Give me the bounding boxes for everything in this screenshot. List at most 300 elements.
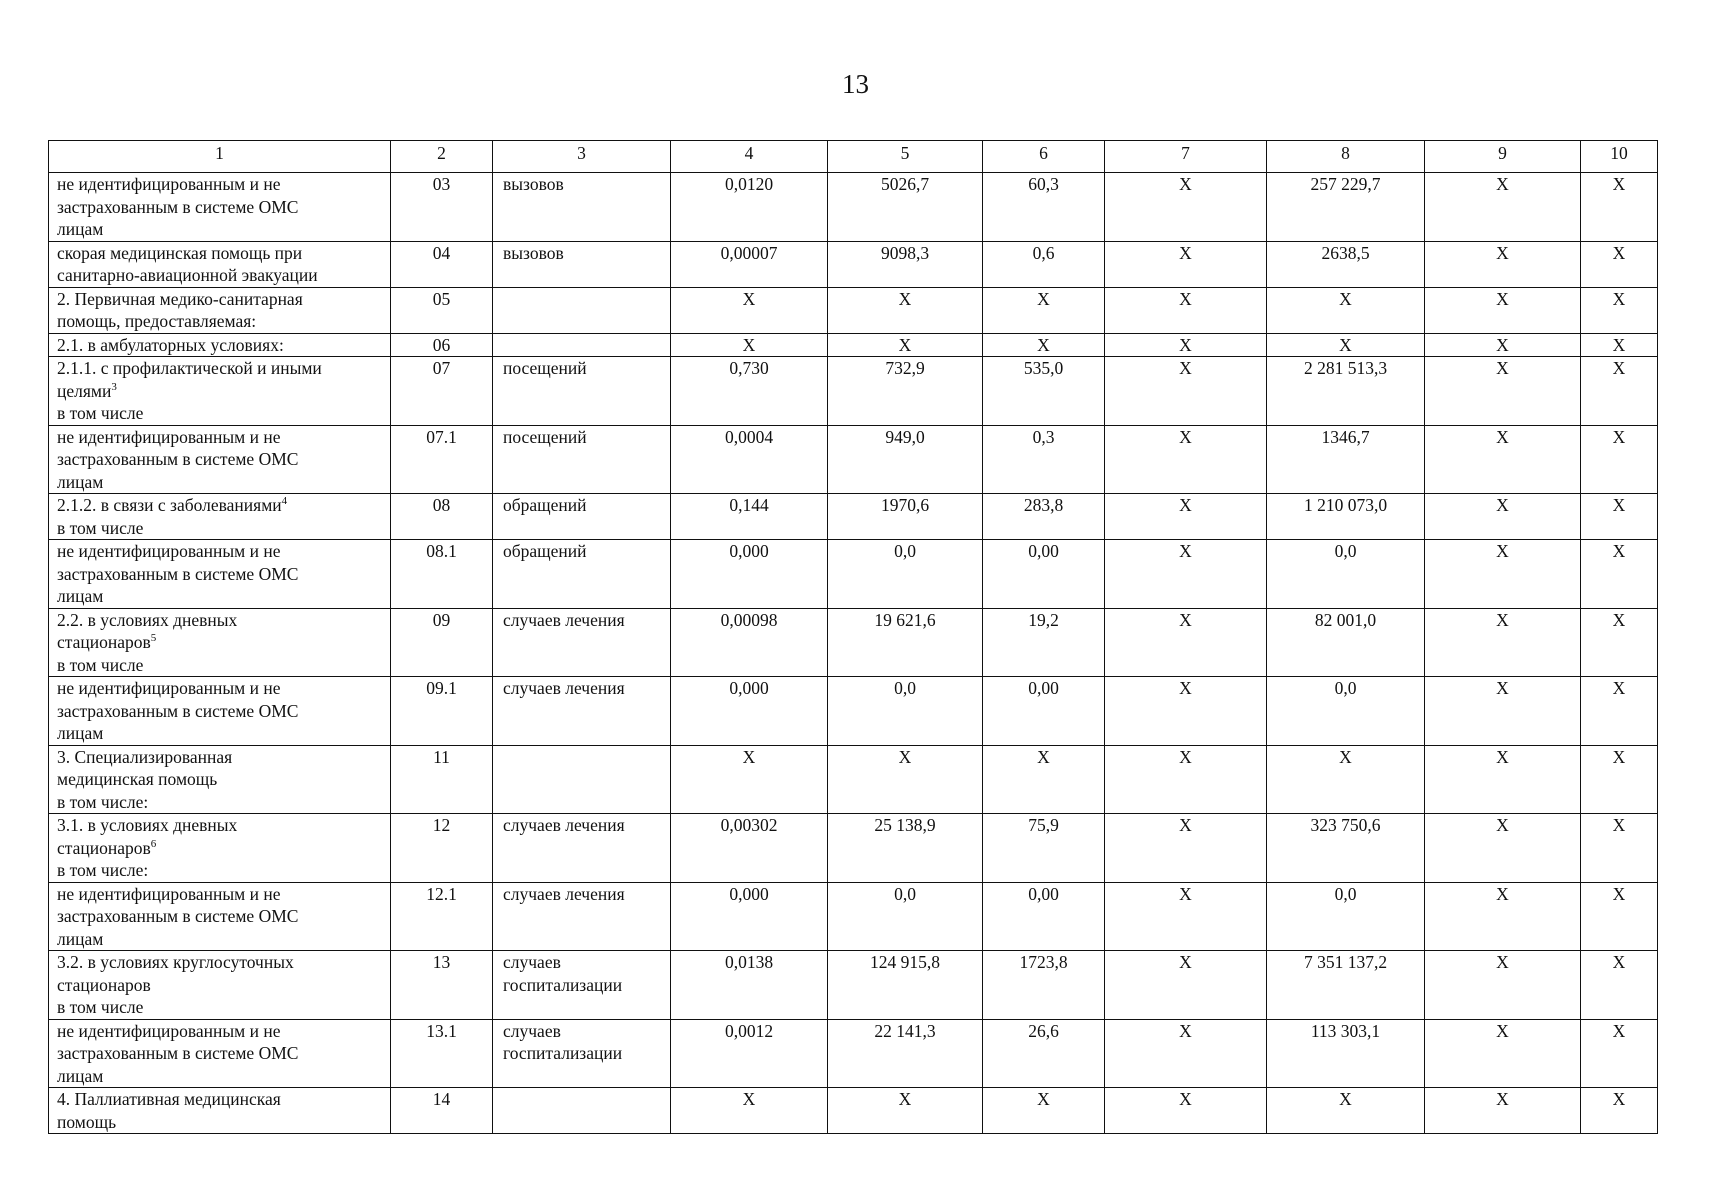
row-col4-value: X [742,746,756,767]
row-col9-cell [1425,173,1581,242]
row-col6-cell [983,608,1105,677]
row-col8-value: 257 229,7 [1310,174,1381,194]
row-col6-cell [983,540,1105,609]
row-col10-cell [1581,333,1658,357]
row-name-cell [49,494,391,540]
row-name: 2.2. в условиях дневных стационаров [57,609,238,652]
row-code-value: 12.1 [426,883,457,904]
row-code-cell [391,287,493,333]
row-col9-value: X [1496,678,1509,698]
row-col7-value: X [1179,883,1192,904]
row-name: 2.1. в амбулаторных условиях: [57,334,284,355]
row-col4-cell [671,814,828,883]
row-name-cell [49,287,391,333]
row-col5-value: 5026,7 [880,174,930,194]
row-col10-value: X [1612,541,1626,561]
row-col5-value: X [898,746,912,767]
table-row [49,173,1658,242]
row-col10-cell [1581,357,1658,426]
row-col6-cell [983,951,1105,1020]
row-col6-value: X [1037,1089,1050,1109]
row-col4-value: 0,0138 [724,952,774,972]
row-col8-cell [1267,1019,1425,1088]
row-code-value: 13 [432,952,451,972]
row-unit-cell [493,173,671,242]
row-name: не идентифицированным и не застрахованным в системе ОМС лицам [57,883,299,949]
row-code-value: 13.1 [426,1020,457,1041]
row-col6-cell [983,494,1105,540]
row-col4-cell [671,357,828,426]
row-col7-value: X [1179,541,1192,561]
row-col6-value: 26,6 [1028,1020,1059,1041]
row-col4-cell [671,241,828,287]
row-code-cell [391,814,493,883]
row-name: скорая медицинская помощь при санитарно-авиационной эвакуации [57,242,318,285]
column-header: 3 [493,141,671,173]
row-col4-value: 0,000 [729,541,769,561]
row-col7-value: X [1179,1020,1192,1041]
row-name-cell [49,608,391,677]
row-name-cell [49,951,391,1020]
row-name: 3.2. в условиях круглосуточных стационаров в том числе [57,952,294,1017]
row-unit-value: случаев лечения [503,883,625,904]
table-row [49,1019,1658,1088]
row-col8-value: 113 303,1 [1310,1020,1381,1041]
row-col6-value: 60,3 [1028,174,1059,194]
row-col4-value: X [742,288,756,309]
row-col5-cell [828,951,983,1020]
row-col5-cell [828,287,983,333]
column-header: 10 [1581,141,1658,173]
row-col8-cell [1267,241,1425,287]
row-col10-value: X [1612,288,1626,309]
row-code-cell [391,882,493,951]
row-col7-value: X [1179,174,1192,194]
row-col5-cell [828,540,983,609]
row-code-value: 06 [432,334,451,355]
row-col5-value: 0,0 [894,678,916,698]
row-unit-value: случаев лечения [503,815,625,835]
column-header: 2 [391,141,493,173]
row-col8-value: 1346,7 [1321,426,1370,447]
row-col8-cell [1267,745,1425,814]
row-col9-value: X [1496,609,1509,630]
row-col5-cell [828,425,983,494]
row-col5-value: 732,9 [885,358,925,378]
row-unit-cell [493,540,671,609]
row-col7-cell [1105,241,1267,287]
row-col10-value: X [1612,495,1626,515]
row-col5-cell [828,882,983,951]
column-header: 9 [1425,141,1581,173]
row-name-text [57,951,386,1019]
row-name-tail: в том числе [57,517,144,538]
row-col9-cell [1425,494,1581,540]
row-col6-value: 0,6 [1032,242,1055,263]
row-code-cell [391,333,493,357]
row-col9-cell [1425,1019,1581,1088]
row-name: 3.1. в условиях дневных стационаров [57,815,238,858]
row-col6-cell [983,1019,1105,1088]
row-col4-cell [671,951,828,1020]
column-header: 4 [671,141,828,173]
row-col6-value: 0,00 [1028,678,1059,698]
row-col4-cell [671,608,828,677]
row-col4-cell [671,540,828,609]
row-name-text [57,494,386,539]
row-col8-value: 7 351 137,2 [1303,952,1388,972]
row-col4-cell [671,882,828,951]
row-col8-cell [1267,173,1425,242]
column-header: 6 [983,141,1105,173]
row-col6-cell [983,357,1105,426]
row-col10-cell [1581,1019,1658,1088]
row-name-tail: в том числе [57,403,144,423]
row-col9-value: X [1496,746,1509,767]
row-col9-value: X [1496,1089,1509,1109]
row-name-cell [49,814,391,883]
table-row [49,494,1658,540]
row-col6-cell [983,287,1105,333]
row-col10-cell [1581,882,1658,951]
row-col9-cell [1425,241,1581,287]
row-name-text [57,746,386,814]
row-col8-value: 0,0 [1334,678,1357,698]
row-col8-cell [1267,287,1425,333]
row-unit-cell [493,882,671,951]
row-col6-value: X [1037,334,1050,355]
row-col4-value: 0,00302 [720,815,778,835]
column-header: 1 [49,141,391,173]
row-name: не идентифицированным и не застрахованным в системе ОМС лицам [57,174,299,239]
row-col5-cell [828,608,983,677]
row-col5-cell [828,494,983,540]
row-col9-value: X [1496,883,1509,904]
row-col8-value: 2638,5 [1321,242,1370,263]
row-col5-cell [828,745,983,814]
table-row [49,608,1658,677]
row-col4-cell [671,425,828,494]
row-col7-cell [1105,287,1267,333]
row-name-text [57,677,386,745]
row-col4-cell [671,745,828,814]
row-col6-value: 283,8 [1023,495,1064,515]
column-header: 7 [1105,141,1267,173]
row-name-cell [49,425,391,494]
row-name-cell [49,333,391,357]
row-col9-value: X [1496,1020,1509,1041]
row-col7-cell [1105,677,1267,746]
row-col6-value: 0,00 [1028,883,1059,904]
row-col5-value: 0,0 [894,541,916,561]
row-col4-value: 0,000 [729,678,769,698]
row-col7-cell [1105,425,1267,494]
row-unit-cell [493,333,671,357]
row-unit-cell [493,287,671,333]
row-name-cell [49,677,391,746]
row-col7-value: X [1179,952,1192,972]
row-col5-value: 9098,3 [880,242,930,263]
row-col9-cell [1425,1088,1581,1134]
row-name: не идентифицированным и не застрахованным в системе ОМС лицам [57,426,299,492]
row-col10-value: X [1612,678,1626,698]
row-col5-cell [828,677,983,746]
row-unit-cell [493,241,671,287]
row-name: не идентифицированным и не застрахованным в системе ОМС лицам [57,1020,299,1086]
row-col7-cell [1105,745,1267,814]
row-col4-value: 0,000 [729,883,769,904]
row-col6-cell [983,333,1105,357]
row-col10-value: X [1612,883,1626,904]
row-col9-cell [1425,745,1581,814]
row-col8-cell [1267,1088,1425,1134]
row-unit-cell [493,357,671,426]
row-unit-cell [493,814,671,883]
row-col10-cell [1581,287,1658,333]
row-col7-value: X [1179,242,1192,263]
row-unit-value: случаев лечения [503,678,625,698]
row-col7-cell [1105,1088,1267,1134]
row-col10-value: X [1612,746,1626,767]
row-name-text [57,814,386,882]
row-name-text [57,609,386,677]
row-col4-value: X [742,1089,756,1109]
row-unit-cell [493,494,671,540]
row-col4-cell [671,494,828,540]
row-col7-cell [1105,951,1267,1020]
row-col6-cell [983,882,1105,951]
row-col5-cell [828,1019,983,1088]
row-col4-cell [671,1019,828,1088]
row-code-cell [391,745,493,814]
row-col7-value: X [1179,358,1192,378]
row-col9-value: X [1496,242,1509,263]
row-name-cell [49,882,391,951]
footnote-marker: 5 [150,632,157,645]
row-col9-cell [1425,814,1581,883]
row-name-cell [49,745,391,814]
table-row [49,241,1658,287]
row-col8-cell [1267,677,1425,746]
row-col4-value: X [742,334,756,355]
row-col9-value: X [1496,358,1509,378]
row-code-value: 14 [432,1089,451,1109]
row-name-cell [49,540,391,609]
table-row [49,357,1658,426]
row-name-tail: в том числе [57,654,144,675]
table-row [49,951,1658,1020]
row-col8-cell [1267,608,1425,677]
row-col8-cell [1267,494,1425,540]
row-name-cell [49,241,391,287]
row-col10-cell [1581,745,1658,814]
row-name-text [57,540,386,608]
row-col8-cell [1267,882,1425,951]
row-col7-cell [1105,1019,1267,1088]
row-code-value: 04 [432,242,451,263]
row-col10-value: X [1612,426,1626,447]
row-unit-cell [493,677,671,746]
row-col7-value: X [1179,495,1192,515]
row-col9-cell [1425,608,1581,677]
page-number: 13 [842,69,869,99]
row-col5-cell [828,1088,983,1134]
row-code-value: 05 [432,288,451,309]
row-unit-cell [493,425,671,494]
row-col4-cell [671,173,828,242]
row-col5-value: 25 138,9 [874,815,936,835]
row-col6-cell [983,241,1105,287]
row-col9-cell [1425,357,1581,426]
row-col10-cell [1581,540,1658,609]
row-unit-value: случаев лечения [503,609,625,630]
row-col4-cell [671,677,828,746]
table-row [49,814,1658,883]
row-col6-value: 535,0 [1023,358,1064,378]
row-col7-value: X [1179,1089,1192,1109]
row-col4-value: 0,0120 [724,174,774,194]
row-col6-cell [983,173,1105,242]
row-unit-value: случаев госпитализации [503,1020,623,1063]
row-code-cell [391,425,493,494]
row-col5-value: X [898,1089,912,1109]
row-code-cell [391,540,493,609]
row-col4-value: 0,0012 [724,1020,774,1041]
row-col7-value: X [1179,746,1192,767]
row-col9-value: X [1496,174,1509,194]
row-col8-cell [1267,357,1425,426]
row-col10-value: X [1612,952,1626,972]
row-col8-value: X [1339,288,1352,309]
row-col5-value: X [898,288,912,309]
row-unit-cell [493,608,671,677]
footnote-marker: 3 [111,380,117,393]
row-name-text [57,883,386,951]
row-col10-value: X [1612,174,1626,194]
row-col10-cell [1581,425,1658,494]
row-col4-cell [671,1088,828,1134]
row-col8-value: 323 750,6 [1310,815,1381,835]
row-col5-value: 19 621,6 [874,609,936,630]
row-col8-cell [1267,951,1425,1020]
row-col6-cell [983,425,1105,494]
row-col4-value: 0,00098 [720,609,778,630]
row-col5-value: 949,0 [885,426,925,447]
row-name: не идентифицированным и не застрахованным в системе ОМС лицам [57,541,299,606]
row-name-text [57,334,386,357]
table-row [49,540,1658,609]
row-col9-value: X [1496,495,1509,515]
table-body [49,173,1658,1134]
row-col5-cell [828,814,983,883]
row-col7-value: X [1179,815,1192,835]
row-col4-value: 0,730 [729,358,769,378]
row-col9-value: X [1496,952,1509,972]
row-col6-value: 75,9 [1028,815,1059,835]
row-name-text [57,242,386,287]
footnote-marker: 6 [150,837,157,850]
row-code-cell [391,173,493,242]
row-col5-cell [828,333,983,357]
row-code-value: 03 [432,174,451,194]
row-code-value: 08.1 [426,541,457,561]
row-code-value: 07 [432,358,451,378]
row-col10-cell [1581,951,1658,1020]
row-name-text [57,1020,386,1088]
row-col7-value: X [1179,609,1192,630]
data-table [48,140,1658,1134]
row-col10-cell [1581,241,1658,287]
row-code-cell [391,357,493,426]
row-code-cell [391,241,493,287]
row-col8-value: 82 001,0 [1314,609,1377,630]
row-code-cell [391,1019,493,1088]
row-unit-value: вызовов [503,242,564,263]
row-col8-value: 2 281 513,3 [1303,358,1388,378]
row-col10-cell [1581,494,1658,540]
row-unit-value: обращений [503,495,587,515]
row-code-cell [391,494,493,540]
row-col10-value: X [1612,358,1626,378]
row-code-value: 09 [432,609,451,630]
row-col5-value: 0,0 [894,883,916,904]
table-row [49,745,1658,814]
row-col10-value: X [1612,1089,1626,1109]
table-row [49,677,1658,746]
row-col10-cell [1581,608,1658,677]
row-col7-value: X [1179,426,1192,447]
row-unit-value: вызовов [503,174,564,194]
row-col7-cell [1105,333,1267,357]
table-row [49,333,1658,357]
row-col7-cell [1105,814,1267,883]
row-name-cell [49,1019,391,1088]
row-code-value: 08 [432,495,451,515]
row-col9-value: X [1496,426,1509,447]
row-col4-cell [671,287,828,333]
row-col10-value: X [1612,815,1626,835]
row-col5-cell [828,357,983,426]
row-col7-cell [1105,173,1267,242]
row-col6-cell [983,1088,1105,1134]
row-name-text [57,426,386,494]
row-col9-cell [1425,677,1581,746]
row-col5-value: 1970,6 [880,495,930,515]
row-col10-value: X [1612,334,1626,355]
row-col10-value: X [1612,1020,1626,1041]
row-name-cell [49,1088,391,1134]
row-col6-cell [983,677,1105,746]
row-col6-value: 19,2 [1028,609,1059,630]
row-name-text [57,1088,386,1133]
row-col7-cell [1105,540,1267,609]
row-col9-cell [1425,425,1581,494]
column-header: 5 [828,141,983,173]
row-unit-value: обращений [503,541,587,561]
row-code-value: 12 [432,815,451,835]
row-col8-value: 1 210 073,0 [1303,495,1388,515]
row-col8-cell [1267,814,1425,883]
row-name-tail: в том числе: [57,860,149,880]
row-col10-cell [1581,814,1658,883]
row-col7-cell [1105,494,1267,540]
header-row [49,141,1658,173]
row-col8-value: 0,0 [1334,541,1357,561]
row-col8-value: X [1339,1089,1352,1109]
row-col6-value: X [1037,288,1050,309]
row-col9-cell [1425,333,1581,357]
row-name: 4. Паллиативная медицинская помощь [57,1089,281,1132]
